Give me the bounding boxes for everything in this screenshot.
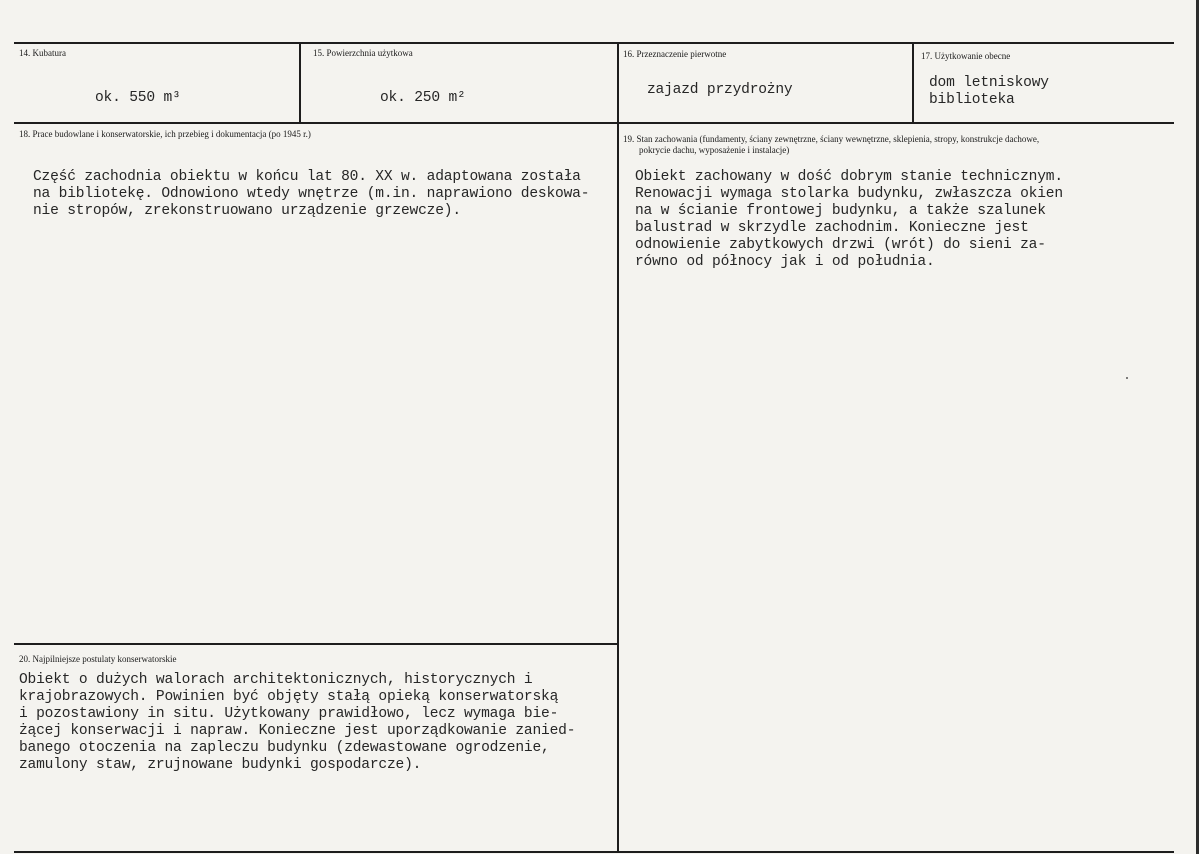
field-18-label: 18. Prace budowlane i konserwatorskie, ich przebieg i dokumentacja (po 1945 r.) (19, 129, 311, 139)
section20-top-border (14, 643, 618, 645)
field-20-label: 20. Najpilniejsze postulaty konserwatorskie (19, 654, 177, 664)
field-15-value: ok. 250 m² (380, 90, 466, 106)
field-18-line: na bibliotekę. Odnowiono wtedy wnętrze (m.in. naprawiono deskowa- (33, 186, 590, 202)
field-17-line: dom letniskowy (929, 75, 1049, 91)
field-19-label: pokrycie dachu, wyposażenie i instalacje) (639, 145, 790, 155)
field-15-label: 15. Powierzchnia użytkowa (313, 48, 413, 58)
field-20-line: żącej konserwacji i napraw. Konieczne jest uporządkowanie zanied- (19, 723, 576, 739)
field-17-line: biblioteka (929, 92, 1015, 108)
field-19-line: na w ścianie frontowej budynku, a także szalunek (635, 203, 1046, 219)
scan-speck (1126, 377, 1128, 379)
divider-14-15 (299, 42, 301, 124)
field-18-line: nie stropów, zrekonstruowano urządzenie grzewcze). (33, 203, 461, 219)
field-20-line: zamulony staw, zrujnowane budynki gospodarcze). (19, 757, 422, 773)
field-19-line: Renowacji wymaga stolarka budynku, zwłaszcza okien (635, 186, 1063, 202)
field-19-label: 19. Stan zachowania (fundamenty, ściany zewnętrzne, ściany wewnętrzne, sklepienia, stropy, konstrukcje dachowe, (623, 134, 1040, 144)
field-19-line: Obiekt zachowany w dość dobrym stanie technicznym. (635, 169, 1063, 185)
field-16-value: zajazd przydrożny (647, 82, 793, 98)
field-19-line: odnowienie zabytkowych drzwi (wrót) do sieni za- (635, 237, 1046, 253)
field-20-line: krajobrazowych. Powinien być objęty stałą opieką konserwatorską (19, 689, 559, 705)
divider-16-17 (912, 42, 914, 124)
field-20-line: i pozostawiony in situ. Użytkowany prawidłowo, lecz wymaga bie- (19, 706, 559, 722)
bottom-border (14, 851, 1174, 853)
field-19-line: równo od północy jak i od południa. (635, 254, 935, 270)
field-19-line: balustrad w skrzydle zachodnim. Konieczne jest (635, 220, 1029, 236)
row1-bottom-border (14, 122, 1174, 124)
field-16-label: 16. Przeznaczenie pierwotne (623, 49, 727, 59)
field-14-value: ok. 550 m³ (95, 90, 181, 106)
field-20-line: banego otoczenia na zapleczu budynku (zdewastowane ogrodzenie, (19, 740, 550, 756)
field-20-line: Obiekt o dużych walorach architektonicznych, historycznych i (19, 672, 533, 688)
field-17-label: 17. Użytkowanie obecne (921, 51, 1011, 61)
field-18-line: Część zachodnia obiektu w końcu lat 80. XX w. adaptowana została (33, 169, 581, 185)
field-14-label: 14. Kubatura (19, 48, 66, 58)
top-border (14, 42, 1174, 44)
center-divider (617, 42, 619, 853)
